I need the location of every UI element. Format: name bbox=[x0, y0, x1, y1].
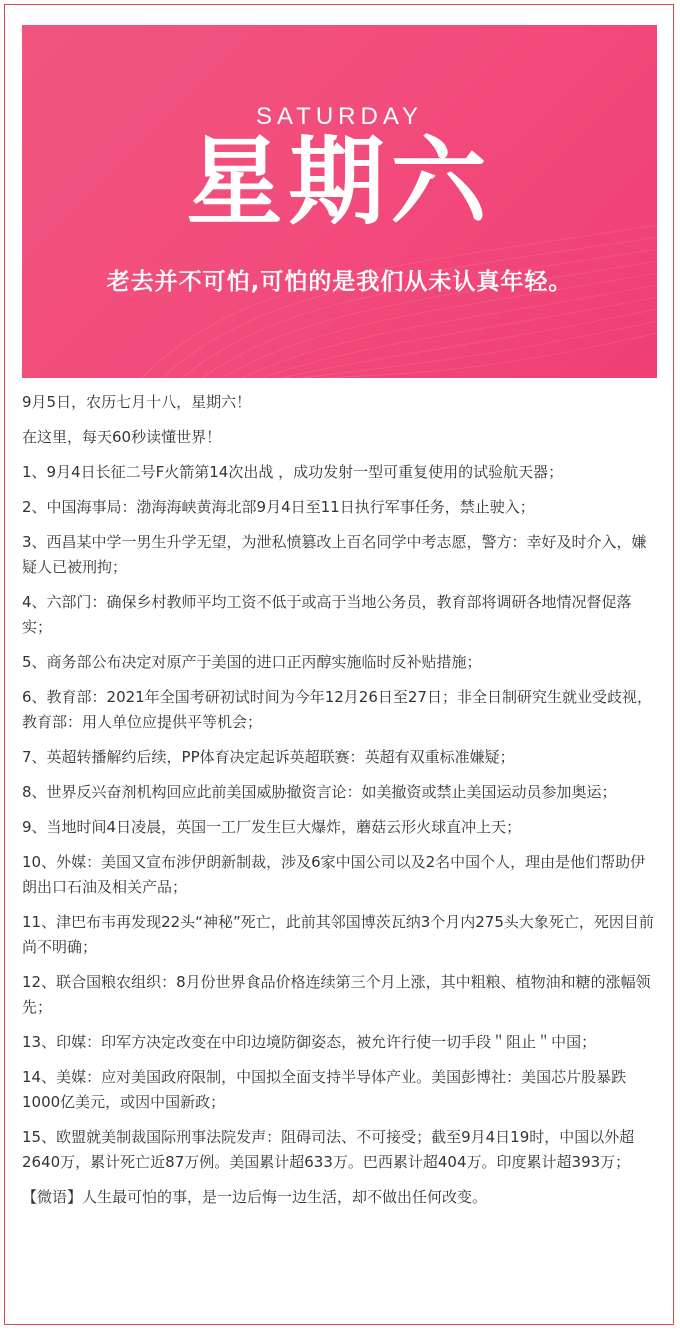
header-banner bbox=[22, 25, 657, 378]
date-line: 9月5日，农历七月十八，星期六！ bbox=[22, 393, 252, 411]
weekday-chinese: 星期六 bbox=[186, 126, 493, 238]
news-item: 2、中国海事局：渤海海峡黄海北部9月4日至11日执行军事任务，禁止驶入； bbox=[22, 498, 535, 516]
article-body bbox=[22, 390, 660, 1220]
banner-motto: 老去并不可怕,可怕的是我们从未认真年轻。 bbox=[106, 269, 573, 295]
news-item: 10、外媒：美国又宣布涉伊朗新制裁，涉及6家中国公司以及2名中国个人，理由是他们帮助伊朗出口石油及相关产品； bbox=[22, 853, 646, 896]
news-item: 8、世界反兴奋剂机构回应此前美国威胁撤资言论：如美撤资或禁止美国运动员参加奥运； bbox=[22, 783, 617, 801]
weekday-english: SATURDAY bbox=[255, 103, 424, 130]
news-item: 7、英超转播解约后续，PP体育决定起诉英超联赛：英超有双重标准嫌疑； bbox=[22, 748, 515, 766]
news-item: 9、当地时间4日凌晨，英国一工厂发生巨大爆炸，蘑菇云形火球直冲上天； bbox=[22, 818, 522, 836]
news-item: 4、六部门：确保乡村教师平均工资不低于或高于当地公务员，教育部将调研各地情况督促落实； bbox=[22, 593, 632, 636]
news-item: 11、津巴布韦再发现22头“神秘”死亡，此前其邻国博茨瓦纳3个月内275头大象死亡，死因目前尚不明确； bbox=[22, 913, 654, 956]
news-item: 6、教育部：2021年全国考研初试时间为今年12月26日至27日；非全日制研究生就业受歧视，教育部：用人单位应提供平等机会； bbox=[22, 688, 652, 731]
news-item: 3、西昌某中学一男生升学无望，为泄私愤篡改上百名同学中考志愿，警方：幸好及时介入，嫌疑人已被刑拘； bbox=[22, 533, 647, 576]
news-item: 12、联合国粮农组织：8月份世界食品价格连续第三个月上涨，其中粗粮、植物油和糖的涨幅领先； bbox=[22, 973, 651, 1016]
news-item: 1、9月4日长征二号F火箭第14次出战 ，成功发射一型可重复使用的试验航天器； bbox=[22, 463, 564, 481]
closing-quote: 【微语】人生最可怕的事，是一边后悔一边生活，却不做出任何改变。 bbox=[22, 1188, 488, 1206]
news-item: 13、印媒：印军方决定改变在中印边境防御姿态，被允许行使一切手段＂阻止＂中国； bbox=[22, 1033, 597, 1051]
news-item: 15、欧盟就美制裁国际刑事法院发声：阻碍司法、不可接受；截至9月4日19时，中国以外超2640万，累计死亡近87万例。美国累计超633万。巴西累计超404万。印度累计超393万； bbox=[22, 1128, 635, 1171]
news-item: 14、美媒：应对美国政府限制，中国拟全面支持半导体产业。美国彭博社：美国芯片股暴跌1000亿美元，或因中国新政； bbox=[22, 1068, 627, 1111]
tagline: 在这里，每天60秒读懂世界！ bbox=[22, 428, 222, 446]
news-item: 5、商务部公布决定对原产于美国的进口正丙醇实施临时反补贴措施； bbox=[22, 653, 482, 671]
